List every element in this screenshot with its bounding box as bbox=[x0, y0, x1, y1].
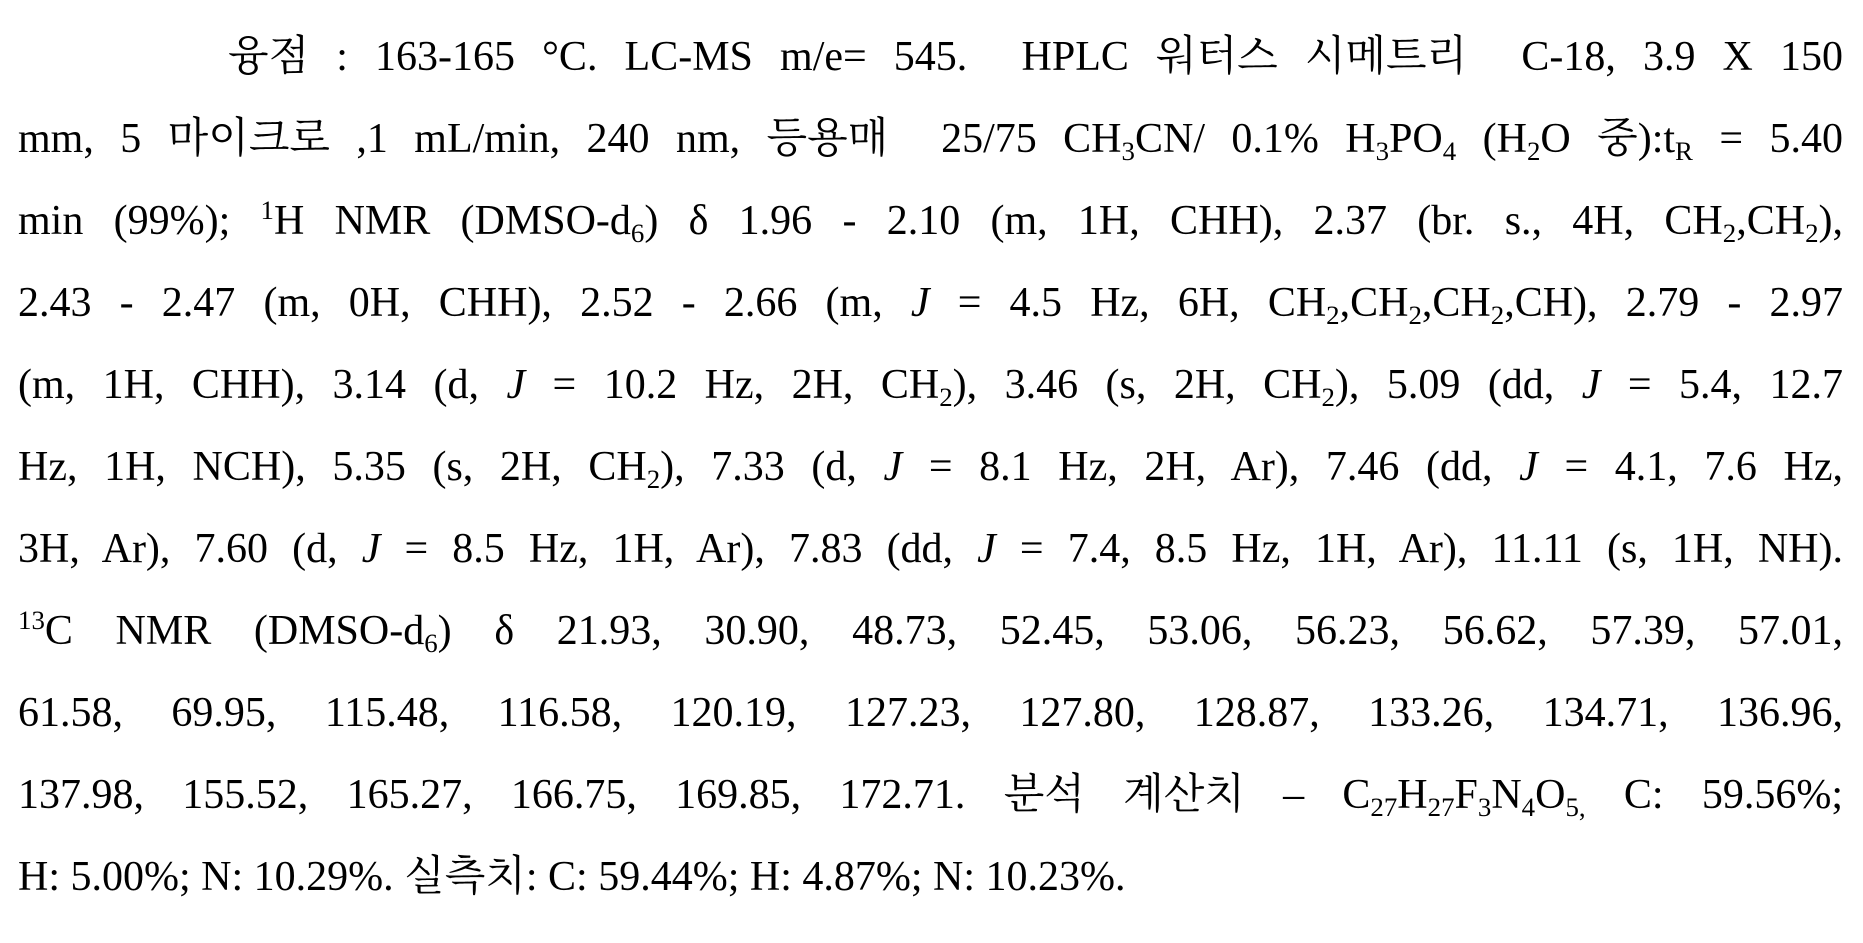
text-segment: ), 7.33 (d, bbox=[660, 444, 884, 490]
text-segment: ,CH bbox=[1339, 280, 1409, 326]
text-segment: = 8.5 Hz, 1H, Ar), 7.83 (dd, bbox=[380, 526, 978, 572]
text-segment: = 8.1 Hz, 2H, Ar), 7.46 (dd, bbox=[902, 444, 1520, 490]
document-line bbox=[18, 98, 1843, 180]
text-segment: H bbox=[1397, 772, 1428, 818]
text-segment: ), 5.09 (dd, bbox=[1334, 362, 1582, 408]
text-segment: O 중):t bbox=[1540, 116, 1676, 162]
text-segment: ,CH bbox=[1736, 198, 1806, 244]
text-segment: J bbox=[910, 280, 930, 326]
text-segment: 2 bbox=[1722, 217, 1737, 248]
text-segment: H: 5.00%; N: 10.29%. 실측치: C: 59.44%; H: 4.87%; N: 10.23%. bbox=[18, 854, 1126, 900]
text-segment: = 10.2 Hz, 2H, CH bbox=[525, 362, 940, 408]
text-segment: 2.43 - 2.47 (m, 0H, CHH), 2.52 - 2.66 (m, bbox=[18, 280, 911, 326]
text-segment: 5, bbox=[1565, 791, 1586, 822]
text-segment: 13 bbox=[18, 605, 45, 636]
text-segment: 27 bbox=[1370, 791, 1398, 822]
text-segment: F bbox=[1454, 772, 1478, 818]
document-line bbox=[18, 262, 1843, 344]
text-segment: C: 59.56%; bbox=[1585, 772, 1843, 818]
text-segment: ,CH), 2.79 - 2.97 bbox=[1504, 280, 1843, 326]
text-segment: C NMR (DMSO-d bbox=[44, 608, 425, 654]
text-segment: J bbox=[1519, 444, 1538, 490]
text-segment: J bbox=[1581, 362, 1601, 408]
text-segment: 1 bbox=[260, 195, 274, 226]
text-segment: min (99%); bbox=[18, 198, 261, 244]
text-segment: ), bbox=[1818, 198, 1844, 244]
text-segment: 4 bbox=[1521, 791, 1536, 822]
document-line bbox=[18, 672, 1843, 754]
text-segment: = 5.40 bbox=[1692, 116, 1844, 162]
text-segment: J bbox=[883, 444, 903, 490]
text-segment: R bbox=[1675, 135, 1693, 166]
document-line bbox=[18, 16, 1843, 98]
text-segment: 3H, Ar), 7.60 (d, bbox=[18, 526, 362, 572]
document-line bbox=[18, 508, 1843, 590]
text-segment: 2 bbox=[1321, 381, 1335, 412]
text-segment: H NMR (DMSO-d bbox=[273, 198, 631, 244]
text-segment: = 4.1, 7.6 Hz, bbox=[1537, 444, 1843, 490]
text-segment: = 5.4, 12.7 bbox=[1600, 362, 1843, 408]
document-line bbox=[18, 180, 1843, 262]
text-segment: N bbox=[1491, 772, 1522, 818]
text-segment: 27 bbox=[1427, 791, 1455, 822]
text-segment: J bbox=[977, 526, 996, 572]
text-segment: Hz, 1H, NCH), 5.35 (s, 2H, CH bbox=[18, 444, 647, 490]
text-segment: 3 bbox=[1477, 791, 1492, 822]
text-segment: = 7.4, 8.5 Hz, 1H, Ar), 11.11 (s, 1H, NH). bbox=[995, 526, 1843, 572]
text-segment: 2 bbox=[1408, 299, 1422, 330]
text-segment: 융점 : 163-165 °C. LC-MS m/e= 545. HPLC 워터스 시메트리 C-18, 3.9 X 150 bbox=[228, 34, 1843, 80]
text-segment: 137.98, 155.52, 165.27, 166.75, 169.85, 172.71. 분석 계산치 – C bbox=[18, 772, 1371, 818]
document-line bbox=[18, 754, 1843, 836]
text-segment: 2 bbox=[1326, 299, 1340, 330]
text-segment: 2 bbox=[1490, 299, 1505, 330]
text-segment: (m, 1H, CHH), 3.14 (d, bbox=[18, 362, 507, 408]
text-segment: PO bbox=[1389, 116, 1443, 162]
text-segment: J bbox=[361, 526, 381, 572]
document-line bbox=[18, 590, 1843, 672]
text-segment: 6 bbox=[424, 627, 438, 658]
text-segment: ) δ 1.96 - 2.10 (m, 1H, CHH), 2.37 (br. s., 4H, CH bbox=[644, 198, 1723, 244]
text-segment: CN/ 0.1% H bbox=[1134, 116, 1376, 162]
text-segment: 2 bbox=[1526, 135, 1541, 166]
text-segment: 2 bbox=[939, 381, 953, 412]
text-segment: = 4.5 Hz, 6H, CH bbox=[929, 280, 1327, 326]
text-segment: ), 3.46 (s, 2H, CH bbox=[952, 362, 1322, 408]
text-segment: ) δ 21.93, 30.90, 48.73, 52.45, 53.06, 56.23, 56.62, 57.39, 57.01, bbox=[437, 608, 1843, 654]
text-segment: mm, 5 마이크로 ,1 mL/min, 240 nm, 등용매 25/75 CH bbox=[18, 116, 1122, 162]
document-line bbox=[18, 426, 1843, 508]
text-segment: 61.58, 69.95, 115.48, 116.58, 120.19, 127.23, 127.80, 128.87, 133.26, 134.71, 136.96, bbox=[18, 690, 1843, 736]
text-segment: 2 bbox=[646, 463, 661, 494]
text-segment: (H bbox=[1456, 116, 1527, 162]
document-line bbox=[18, 836, 1843, 918]
text-segment: J bbox=[506, 362, 526, 408]
text-segment: ,CH bbox=[1421, 280, 1491, 326]
document-line bbox=[18, 344, 1843, 426]
text-segment: 3 bbox=[1375, 135, 1390, 166]
text-segment: 6 bbox=[630, 217, 645, 248]
text-segment: 4 bbox=[1442, 135, 1457, 166]
text-segment: 2 bbox=[1805, 217, 1819, 248]
text-segment: 3 bbox=[1121, 135, 1135, 166]
text-segment: O bbox=[1535, 772, 1566, 818]
